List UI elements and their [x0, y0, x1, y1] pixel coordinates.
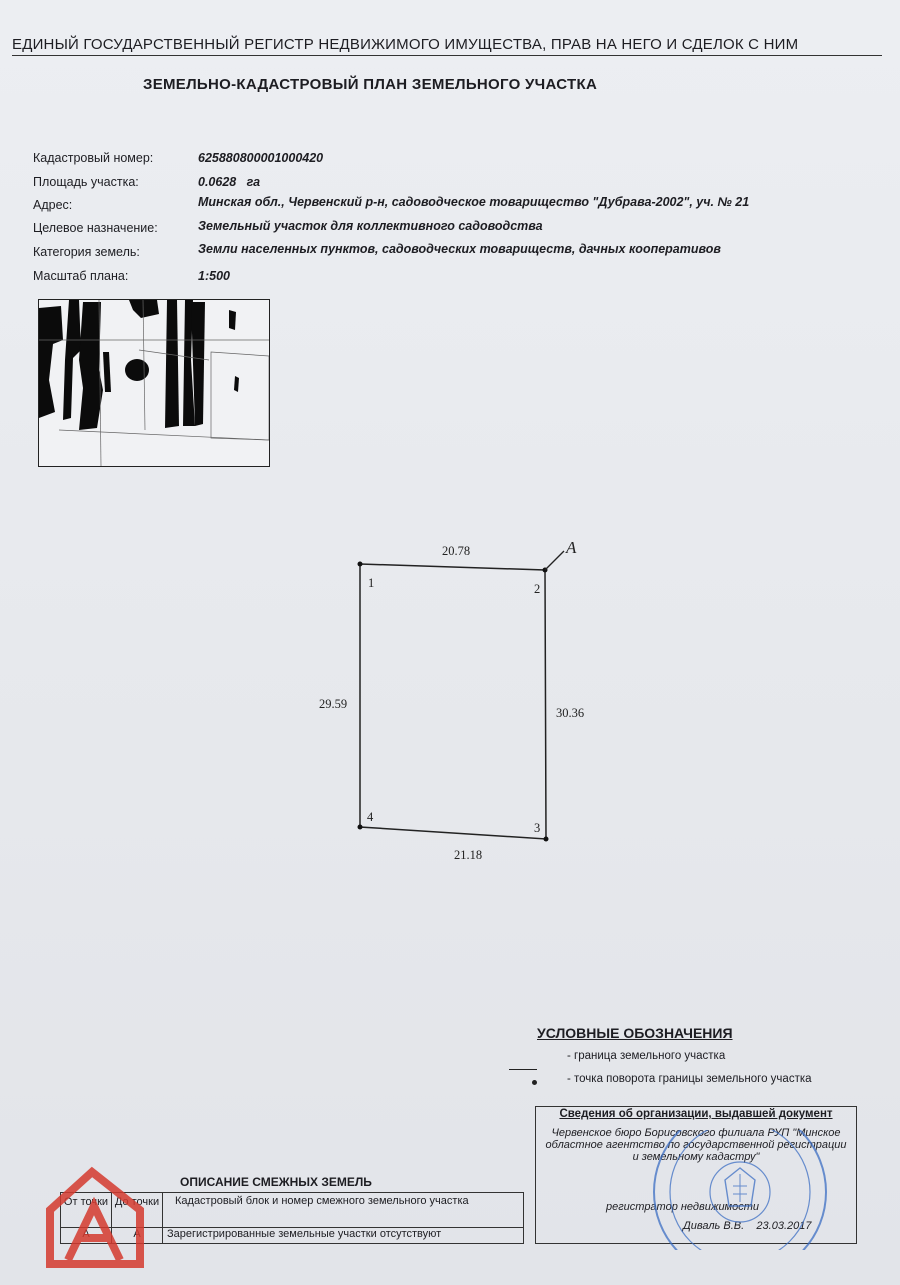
- organization-title: Сведения об организации, выдавшей документ: [559, 1108, 833, 1120]
- point-label-1: 1: [368, 576, 375, 590]
- turn-point-3: [544, 837, 549, 842]
- point-marker-a: A: [566, 538, 577, 557]
- turn-point-1: [358, 562, 363, 567]
- side-top-length: 20.78: [442, 544, 471, 558]
- registry-header: ЕДИНЫЙ ГОСУДАРСТВЕННЫЙ РЕГИСТР НЕДВИЖИМОГО ИМУЩЕСТВА, ПРАВ НА НЕГО И СДЕЛОК С НИМ: [12, 36, 882, 56]
- registrar-role: регистратор недвижимости: [606, 1201, 759, 1213]
- point-label-3: 3: [534, 821, 541, 835]
- area-label: Площадь участка:: [33, 175, 139, 189]
- row-description: Зарегистрированные земельные участки отсутствуют: [162, 1227, 524, 1244]
- legend-boundary-line: [509, 1069, 537, 1070]
- registrar-signature-date: Диваль В.В. 23.03.2017: [683, 1220, 812, 1232]
- legend-title: УСЛОВНЫЕ ОБОЗНАЧЕНИЯ: [537, 1025, 733, 1041]
- legend-boundary-text: - граница земельного участка: [567, 1050, 726, 1062]
- side-right-length: 30.36: [556, 706, 585, 720]
- organization-name: Червенское бюро Борисовского филиала РУП "Минское областное агентство по государственной регистрации и земельному кадастру": [545, 1127, 847, 1163]
- col-header-to: До точки: [111, 1192, 163, 1228]
- purpose-label: Целевое назначение:: [33, 221, 158, 235]
- side-bottom-length: 21.18: [454, 848, 483, 862]
- land-category-label: Категория земель:: [33, 245, 140, 259]
- turn-point-4: [358, 825, 363, 830]
- scale-value: 1:500: [198, 269, 230, 283]
- address-value: Минская обл., Червенский р-н, садоводческое товарищество "Дубрава-2002", уч. № 21: [198, 195, 750, 209]
- plot-boundary: [360, 564, 546, 839]
- watermark-logo: [44, 1166, 148, 1270]
- col-header-from: От точки: [60, 1192, 112, 1228]
- area-value: 0.0628 га: [198, 175, 261, 189]
- side-left-length: 29.59: [319, 697, 348, 711]
- row-from-point: А: [60, 1227, 112, 1244]
- marker-leader-line: [545, 551, 564, 570]
- scale-label: Масштаб плана:: [33, 269, 129, 283]
- purpose-value: Земельный участок для коллективного садоводства: [198, 219, 543, 233]
- point-label-2: 2: [534, 582, 541, 596]
- legend-turn-point-text: - точка поворота границы земельного участка: [567, 1073, 812, 1085]
- row-to-point: А: [111, 1227, 163, 1244]
- document-title: ЗЕМЕЛЬНО-КАДАСТРОВЫЙ ПЛАН ЗЕМЕЛЬНОГО УЧАСТКА: [143, 76, 598, 93]
- cadastral-number-label: Кадастровый номер:: [33, 151, 154, 165]
- address-label: Адрес:: [33, 198, 73, 212]
- col-header-description: Кадастровый блок и номер смежного земельного участка: [162, 1192, 524, 1228]
- adjacent-lands-title: ОПИСАНИЕ СМЕЖНЫХ ЗЕМЕЛЬ: [180, 1175, 372, 1189]
- cadastral-number-value: 625880800001000420: [198, 151, 324, 165]
- point-label-4: 4: [367, 810, 374, 824]
- legend-turn-point-dot: [532, 1080, 537, 1085]
- official-stamp: [645, 1130, 835, 1250]
- land-category-value: Земли населенных пунктов, садоводческих товариществ, дачных кооперативов: [198, 242, 721, 256]
